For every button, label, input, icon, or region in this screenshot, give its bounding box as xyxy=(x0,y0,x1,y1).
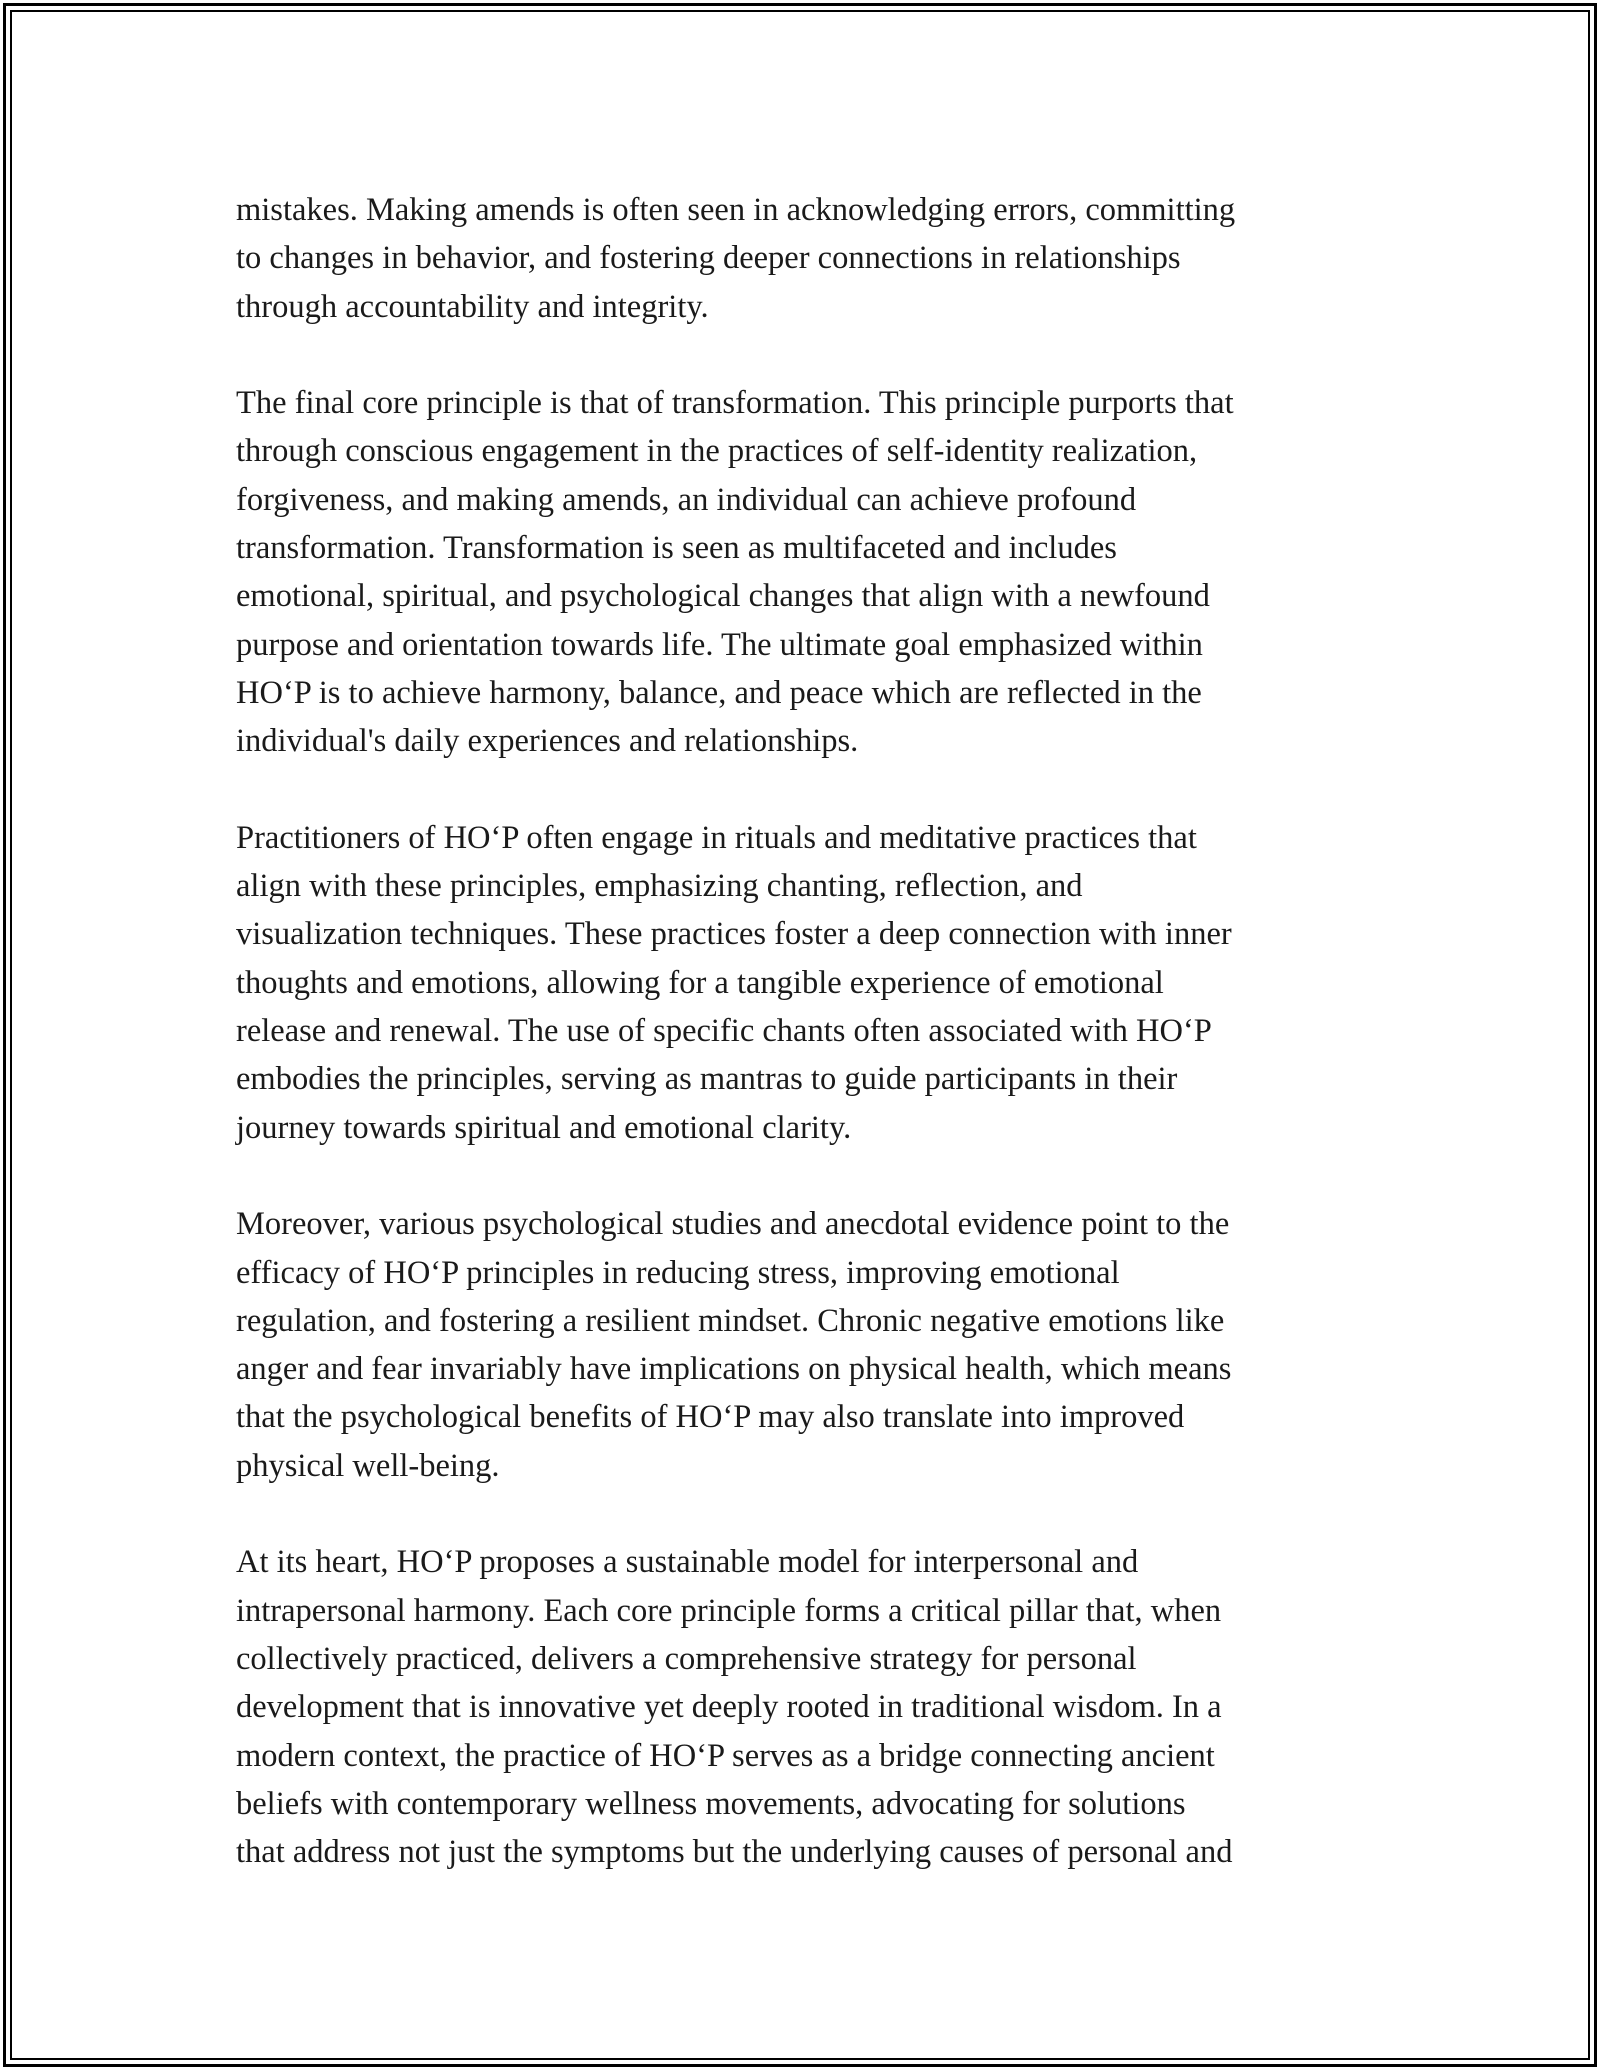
text-line: beliefs with contemporary wellness movements, advocating for solutions xyxy=(236,1785,1186,1822)
text-line: release and renewal. The use of specific chants often associated with HO‘P xyxy=(236,1013,1212,1050)
text-line: efficacy of HO‘P principles in reducing stress, improving emotional xyxy=(236,1254,1120,1291)
text-line: visualization techniques. These practices foster a deep connection with inner xyxy=(236,916,1232,953)
text-line: through conscious engagement in the practices of self-identity realization, xyxy=(236,433,1198,470)
text-line: modern context, the practice of HO‘P serves as a bridge connecting ancient xyxy=(236,1737,1215,1774)
text-line: align with these principles, emphasizing chanting, reflection, and xyxy=(236,868,1083,905)
text-line: Practitioners of HO‘P often engage in rituals and meditative practices that xyxy=(236,819,1197,856)
text-line: that the psychological benefits of HO‘P may also translate into improved xyxy=(236,1399,1185,1436)
paragraph xyxy=(236,1200,1376,1490)
text-line: Moreover, various psychological studies and anecdotal evidence point to the xyxy=(236,1206,1230,1243)
text-line: physical well-being. xyxy=(236,1447,500,1484)
text-line: thoughts and emotions, allowing for a tangible experience of emotional xyxy=(236,964,1164,1001)
text-line: emotional, spiritual, and psychological changes that align with a newfound xyxy=(236,578,1210,615)
text-line: individual's daily experiences and relationships. xyxy=(236,723,859,760)
text-line: mistakes. Making amends is often seen in acknowledging errors, committing xyxy=(236,192,1236,228)
paragraph xyxy=(236,379,1376,765)
document-body xyxy=(236,186,1376,1925)
text-line: regulation, and fostering a resilient mindset. Chronic negative emotions like xyxy=(236,1302,1225,1339)
text-line: purpose and orientation towards life. The ultimate goal emphasized within xyxy=(236,626,1203,663)
text-line: that address not just the symptoms but the underlying causes of personal and xyxy=(236,1834,1233,1871)
text-line: HO‘P is to achieve harmony, balance, and peace which are reflected in the xyxy=(236,674,1202,711)
text-line: collectively practiced, delivers a comprehensive strategy for personal xyxy=(236,1640,1137,1677)
text-line: embodies the principles, serving as mantras to guide participants in their xyxy=(236,1061,1178,1098)
text-line: development that is innovative yet deeply rooted in traditional wisdom. In a xyxy=(236,1689,1222,1726)
text-line: to changes in behavior, and fostering deeper connections in relationships xyxy=(236,240,1181,277)
text-line: anger and fear invariably have implications on physical health, which means xyxy=(236,1351,1232,1388)
paragraph xyxy=(236,814,1376,1152)
text-line: The final core principle is that of transformation. This principle purports that xyxy=(236,385,1234,422)
text-line: transformation. Transformation is seen as multifaceted and includes xyxy=(236,530,1117,567)
text-line: intrapersonal harmony. Each core principle forms a critical pillar that, when xyxy=(236,1592,1222,1629)
text-line: through accountability and integrity. xyxy=(236,288,709,325)
paragraph xyxy=(236,186,1376,331)
text-line: forgiveness, and making amends, an individual can achieve profound xyxy=(236,481,1137,518)
text-line: At its heart, HO‘P proposes a sustainable model for interpersonal and xyxy=(236,1544,1139,1581)
paragraph xyxy=(236,1538,1376,1876)
text-line: journey towards spiritual and emotional clarity. xyxy=(236,1109,852,1146)
